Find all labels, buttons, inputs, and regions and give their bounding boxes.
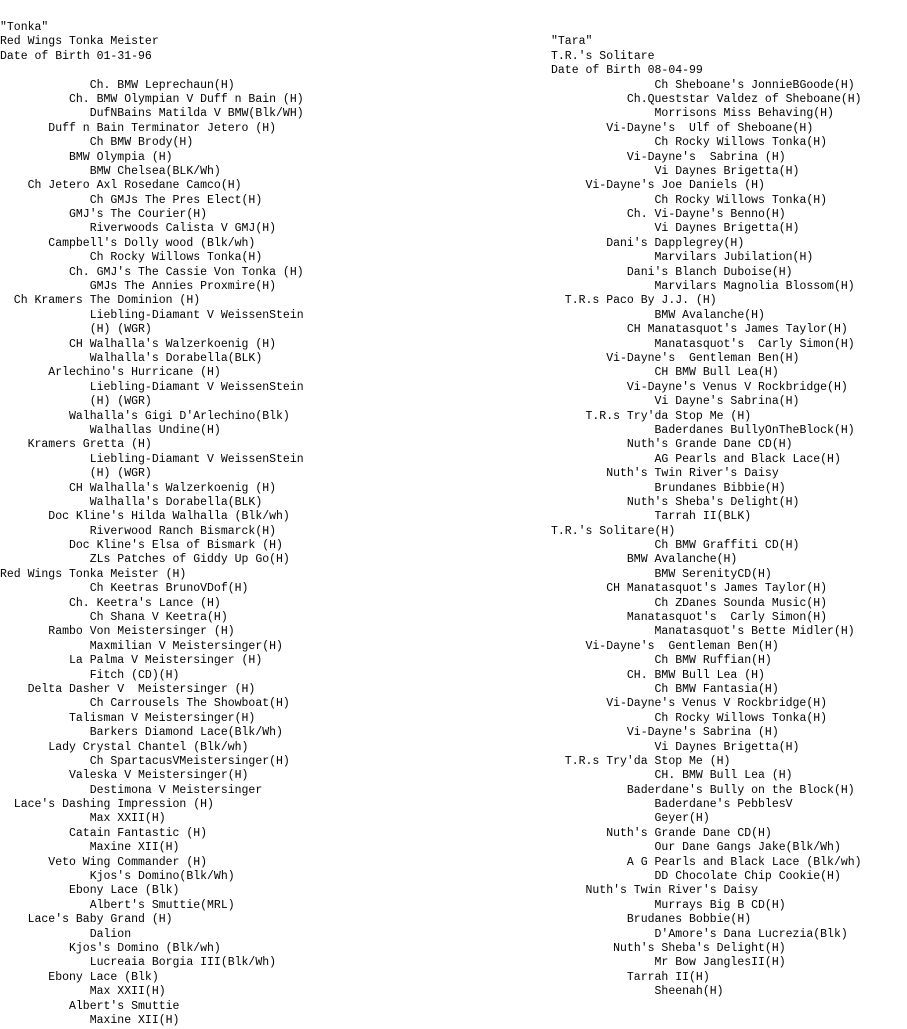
pedigree-line: Albert's Smuttie(MRL) xyxy=(89,898,235,912)
pedigree-line: Our Dane Gangs Jake(Blk/Wh) xyxy=(654,841,841,855)
pedigree-line: Date of Birth 01-31-96 xyxy=(0,49,152,63)
pedigree-line: Ch BMW Fantasia(H) xyxy=(654,682,779,696)
pedigree-line: Ch Rocky Willows Tonka(H) xyxy=(654,193,828,207)
pedigree-line: Dani's Dapplegrey(H) xyxy=(606,236,745,250)
pedigree-line: Dalion xyxy=(89,927,132,941)
pedigree-line: Red Wings Tonka Meister xyxy=(0,35,159,49)
pedigree-line: Maxine XII(H) xyxy=(89,1013,180,1027)
pedigree-line: Duff n Bain Terminator Jetero (H) xyxy=(48,121,277,135)
pedigree-line: Ch GMJs The Pres Elect(H) xyxy=(89,193,263,207)
pedigree-line: Baderdane's Bully on the Block(H) xyxy=(626,783,855,797)
pedigree-line: CH. BMW Bull Lea (H) xyxy=(654,769,793,783)
pedigree-line: Tarrah II(H) xyxy=(626,970,710,984)
pedigree-line: Walhalla's Dorabella(BLK) xyxy=(89,351,263,365)
pedigree-line: "Tara" xyxy=(551,35,593,49)
pedigree-line: Ch Keetras BrunoVDof(H) xyxy=(89,582,249,596)
pedigree-line: Arlechino's Hurricane (H) xyxy=(48,366,221,380)
pedigree-line: Campbell's Dolly wood (Blk/wh) xyxy=(48,236,256,250)
pedigree-tara xyxy=(551,21,907,1000)
pedigree-line: Vi-Dayne's Gentleman Ben(H) xyxy=(606,351,800,365)
pedigree-line: Vi Dayne's Sabrina(H) xyxy=(654,395,800,409)
pedigree-line: (H) (WGR) xyxy=(89,395,152,409)
pedigree-line: Fitch (CD)(H) xyxy=(89,668,180,682)
pedigree-line: Manatasquot's Bette Midler(H) xyxy=(654,625,855,639)
pedigree-line: Lady Crystal Chantel (Blk/wh) xyxy=(48,740,249,754)
pedigree-line: Kramers Gretta (H) xyxy=(27,438,152,452)
pedigree-line: BMW Chelsea(BLK/Wh) xyxy=(89,164,221,178)
pedigree-line: Ch SpartacusVMeistersinger(H) xyxy=(89,754,290,768)
pedigree-line: DD Chocolate Chip Cookie(H) xyxy=(654,870,841,884)
pedigree-line: Baderdanes BullyOnTheBlock(H) xyxy=(654,423,855,437)
pedigree-line: Nuth's Twin River's Daisy xyxy=(585,884,759,898)
pedigree-line: Riverwood Ranch Bismarck(H) xyxy=(89,524,277,538)
pedigree-line: Lace's Baby Grand (H) xyxy=(27,913,173,927)
pedigree-line: Vi-Dayne's Sabrina (H) xyxy=(626,150,786,164)
pedigree-line: GMJs The Annies Proxmire(H) xyxy=(89,280,277,294)
pedigree-line: La Palma V Meistersinger (H) xyxy=(69,654,263,668)
pedigree-line: Maxmilian V Meistersinger(H) xyxy=(89,639,283,653)
pedigree-line: Ch BMW Graffiti CD(H) xyxy=(654,539,800,553)
pedigree-line: Vi Daynes Brigetta(H) xyxy=(654,164,800,178)
pedigree-line: ZLs Patches of Giddy Up Go(H) xyxy=(89,553,290,567)
pedigree-line: Morrisons Miss Behaving(H) xyxy=(654,107,834,121)
pedigree-line: Manatasquot's Carly Simon(H) xyxy=(626,611,828,625)
pedigree-line: Lucreaia Borgia III(Blk/Wh) xyxy=(89,956,277,970)
pedigree-line: Ch Rocky Willows Tonka(H) xyxy=(89,251,263,265)
pedigree-line: Max XXII(H) xyxy=(89,985,166,999)
pedigree-line: Lace's Dashing Impression (H) xyxy=(13,798,214,812)
pedigree-line: Marvilars Jubilation(H) xyxy=(654,251,814,265)
pedigree-line: Nuth's Grande Dane CD(H) xyxy=(606,826,772,840)
pedigree-line: Walhalla's Dorabella(BLK) xyxy=(89,495,263,509)
pedigree-line: T.R.s Try'da Stop Me (H) xyxy=(585,409,752,423)
pedigree-line: Veto Wing Commander (H) xyxy=(48,855,208,869)
pedigree-line: Ch Rocky Willows Tonka(H) xyxy=(654,711,828,725)
pedigree-line: Marvilars Magnolia Blossom(H) xyxy=(654,280,855,294)
pedigree-line: Vi Daynes Brigetta(H) xyxy=(654,740,800,754)
pedigree-line: Riverwoods Calista V GMJ(H) xyxy=(89,222,277,236)
pedigree-line: Ch Jetero Axl Rosedane Camco(H) xyxy=(27,179,242,193)
pedigree-line: Date of Birth 08-04-99 xyxy=(551,64,703,78)
pedigree-line: Ch ZDanes Sounda Music(H) xyxy=(654,596,828,610)
pedigree-line: T.R.'s Solitare(H) xyxy=(551,524,676,538)
pedigree-line: Vi-Dayne's Venus V Rockbridge(H) xyxy=(606,697,828,711)
pedigree-line: Liebling-Diamant V WeissenStein xyxy=(89,308,304,322)
pedigree-line: Rambo Von Meistersinger (H) xyxy=(48,625,235,639)
pedigree-line: Ebony Lace (Blk) xyxy=(48,970,159,984)
pedigree-line: Doc Kline's Hilda Walhalla (Blk/wh) xyxy=(48,510,290,524)
pedigree-line: Tarrah II(BLK) xyxy=(654,510,752,524)
pedigree-line: Kjos's Domino(Blk/Wh) xyxy=(89,870,235,884)
pedigree-line: Talisman V Meistersinger(H) xyxy=(69,711,256,725)
pedigree-line: Kjos's Domino (Blk/wh) xyxy=(69,942,221,955)
pedigree-line: Ch. BMW Leprechaun(H) xyxy=(89,78,235,92)
pedigree-line: BMW Avalanche(H) xyxy=(654,308,765,322)
pedigree-line: BMW Olympia (H) xyxy=(69,150,173,164)
pedigree-line: Baderdane's PebblesV xyxy=(654,798,793,812)
pedigree-line: CH BMW Bull Lea(H) xyxy=(654,366,779,380)
pedigree-line: CH. BMW Bull Lea (H) xyxy=(626,668,765,682)
pedigree-line: Albert's Smuttie xyxy=(69,999,180,1013)
pedigree-line: CH Walhalla's Walzerkoenig (H) xyxy=(69,337,277,351)
pedigree-line: Murrays Big B CD(H) xyxy=(654,898,786,912)
pedigree-line: Destimona V Meistersinger xyxy=(89,783,263,797)
pedigree-line: Ch BMW Brody(H) xyxy=(89,136,194,150)
pedigree-line: Geyer(H) xyxy=(654,812,710,826)
pedigree-line: CH Manatasquot's James Taylor(H) xyxy=(626,323,848,337)
pedigree-line: Vi-Dayne's Ulf of Sheboane(H) xyxy=(606,121,814,135)
pedigree-line: Nuth's Grande Dane CD(H) xyxy=(626,438,793,452)
pedigree-line: Dani's Blanch Duboise(H) xyxy=(626,265,793,279)
pedigree-line: T.R.s Paco By J.J. (H) xyxy=(564,294,717,308)
pedigree-line: Nuth's Sheba's Delight(H) xyxy=(626,495,800,509)
pedigree-line: "Tonka" xyxy=(0,21,49,34)
pedigree-line: Nuth's Sheba's Delight(H) xyxy=(613,942,786,955)
pedigree-line: Vi-Dayne's Sabrina (H) xyxy=(626,726,779,740)
pedigree-line: Nuth's Twin River's Daisy xyxy=(606,467,779,481)
pedigree-line: Vi Daynes Brigetta(H) xyxy=(654,222,800,236)
pedigree-line: Mr Bow JanglesII(H) xyxy=(654,956,786,970)
pedigree-line: T.R.s Try'da Stop Me (H) xyxy=(564,754,731,768)
pedigree-line: Walhalla's Gigi D'Arlechino(Blk) xyxy=(69,409,290,423)
pedigree-line: Ch Carrousels The Showboat(H) xyxy=(89,697,290,711)
pedigree-line xyxy=(551,21,907,35)
pedigree-line: Maxine XII(H) xyxy=(89,841,180,855)
pedigree-line xyxy=(0,64,440,78)
pedigree-line: Walhallas Undine(H) xyxy=(89,423,221,437)
pedigree-tonka xyxy=(0,21,440,1028)
pedigree-line: Ch. BMW Olympian V Duff n Bain (H) xyxy=(69,92,304,106)
pedigree-line: DufNBains Matilda V BMW(Blk/WH) xyxy=(89,107,304,121)
pedigree-line: CH Walhalla's Walzerkoenig (H) xyxy=(69,481,277,495)
pedigree-line: Vi-Dayne's Gentleman Ben(H) xyxy=(585,639,779,653)
pedigree-line: BMW Avalanche(H) xyxy=(626,553,738,567)
pedigree-line: Delta Dasher V Meistersinger (H) xyxy=(27,682,256,696)
pedigree-line: Valeska V Meistersinger(H) xyxy=(69,769,249,783)
pedigree-line: T.R.'s Solitare xyxy=(551,49,655,63)
pedigree-line: Vi-Dayne's Joe Daniels (H) xyxy=(585,179,765,193)
pedigree-line: (H) (WGR) xyxy=(89,323,152,337)
pedigree-line: Ch Kramers The Dominion (H) xyxy=(13,294,201,308)
pedigree-line: Vi-Dayne's Venus V Rockbridge(H) xyxy=(626,380,848,394)
pedigree-line: Ch Rocky Willows Tonka(H) xyxy=(654,136,828,150)
pedigree-line: Doc Kline's Elsa of Bismark (H) xyxy=(69,539,283,553)
pedigree-line: D'Amore's Dana Lucrezia(Blk) xyxy=(654,927,848,941)
pedigree-line: Ch Sheboane's JonnieBGoode(H) xyxy=(654,78,855,92)
pedigree-line: Ch BMW Ruffian(H) xyxy=(654,654,772,668)
pedigree-line: Catain Fantastic (H) xyxy=(69,826,208,840)
pedigree-line: Ch.Queststar Valdez of Sheboane(H) xyxy=(626,92,862,106)
pedigree-line: Manatasquot's Carly Simon(H) xyxy=(654,337,855,351)
pedigree-line: Max XXII(H) xyxy=(89,812,166,826)
pedigree-line: Sheenah(H) xyxy=(654,985,724,999)
pedigree-line: Ch. Keetra's Lance (H) xyxy=(69,596,221,610)
pedigree-line: (H) (WGR) xyxy=(89,467,152,481)
pedigree-line: Brundanes Bibbie(H) xyxy=(654,481,786,495)
pedigree-line: CH Manatasquot's James Taylor(H) xyxy=(606,582,828,596)
pedigree-line: Brudanes Bobbie(H) xyxy=(626,913,752,927)
pedigree-line: Ch. Vi-Dayne's Benno(H) xyxy=(626,208,786,222)
pedigree-line: BMW SerenityCD(H) xyxy=(654,567,772,581)
pedigree-line: Ebony Lace (Blk) xyxy=(69,884,180,898)
pedigree-line: A G Pearls and Black Lace (Blk/wh) xyxy=(626,855,862,869)
pedigree-line: Liebling-Diamant V WeissenStein xyxy=(89,380,304,394)
pedigree-line: Ch Shana V Keetra(H) xyxy=(89,611,228,625)
pedigree-line: Barkers Diamond Lace(Blk/Wh) xyxy=(89,726,283,740)
pedigree-line: Liebling-Diamant V WeissenStein xyxy=(89,452,304,466)
pedigree-line: Red Wings Tonka Meister (H) xyxy=(0,567,187,581)
pedigree-line: Ch. GMJ's The Cassie Von Tonka (H) xyxy=(69,265,304,279)
pedigree-line: AG Pearls and Black Lace(H) xyxy=(654,452,841,466)
pedigree-line: GMJ's The Courier(H) xyxy=(69,208,208,222)
